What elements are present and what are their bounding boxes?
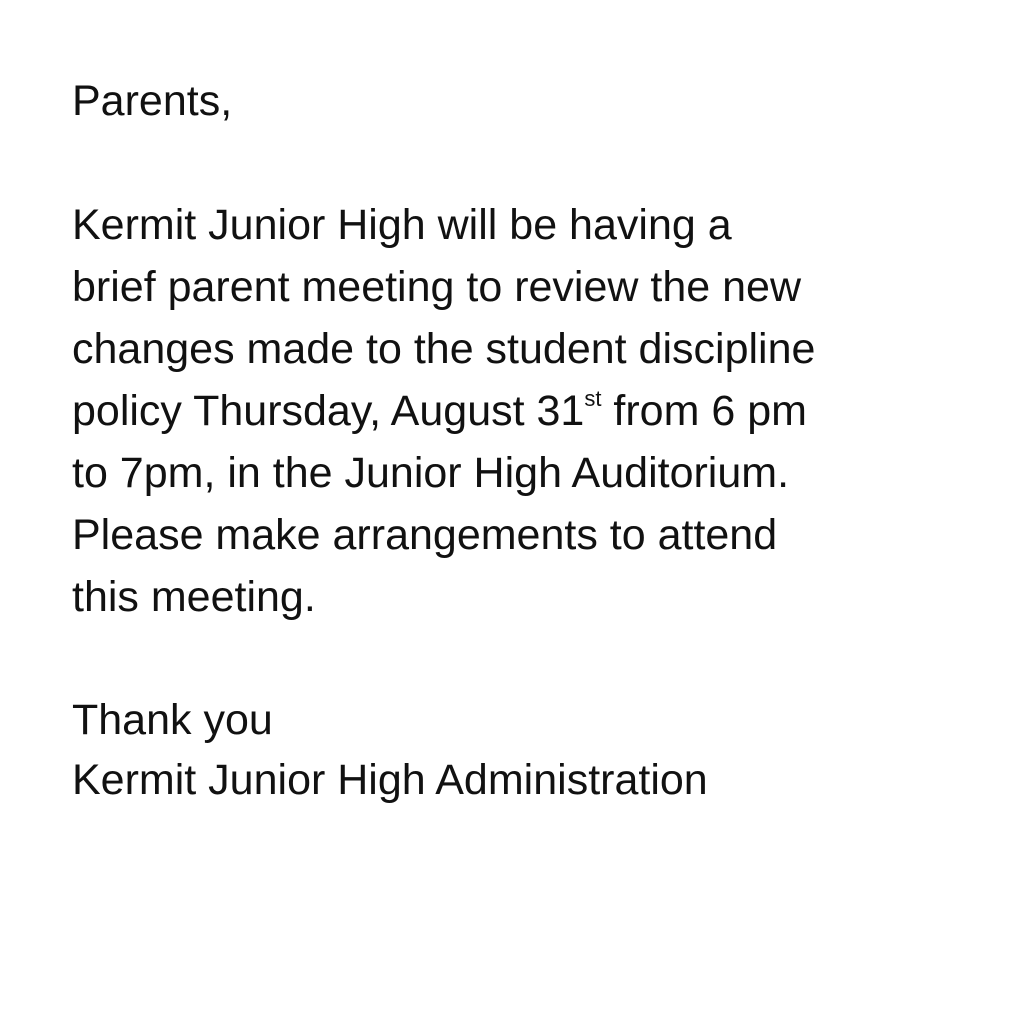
signature: Kermit Junior High Administration xyxy=(72,756,708,804)
blank-line xyxy=(72,132,1002,194)
date-ordinal-suffix: st xyxy=(584,385,602,411)
body-line: this meeting. xyxy=(72,573,316,621)
date-line xyxy=(72,380,1002,442)
body-line: changes made to the student discipline xyxy=(72,325,816,373)
blank-line xyxy=(72,628,1002,690)
date-text: policy Thursday, August 31 xyxy=(72,387,585,435)
letter xyxy=(72,70,1002,810)
body-line: brief parent meeting to review the new xyxy=(72,263,802,311)
body-line: to 7pm, in the Junior High Auditorium. xyxy=(72,449,790,497)
time-text: from 6 pm xyxy=(601,387,807,435)
body-line: Kermit Junior High will be having a xyxy=(72,201,732,249)
closing: Thank you xyxy=(72,696,273,744)
greeting: Parents, xyxy=(72,77,233,125)
body-line: Please make arrangements to attend xyxy=(72,511,778,559)
